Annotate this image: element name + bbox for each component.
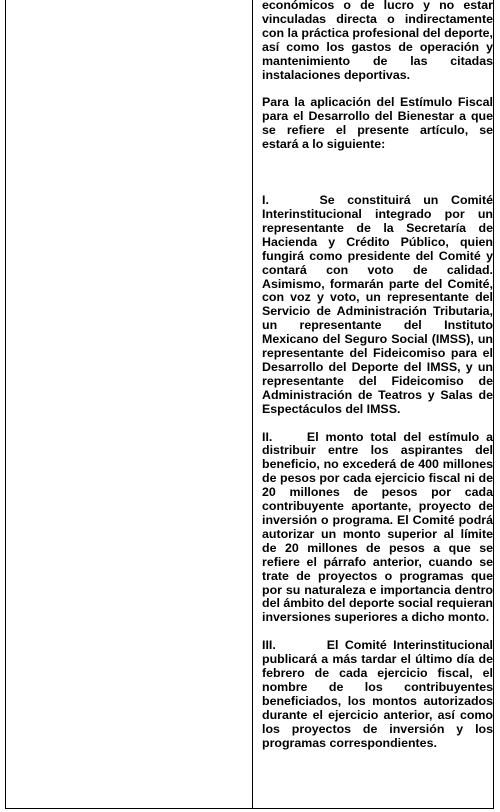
paragraph-continuation: económicos o de lucro y no estar vinculadas directa o indirectamente con la práctica profesional del deporte, así como los gastos de operación y mantenimiento de las citadas instalaciones deportivas. [262, 0, 493, 82]
paragraph-section-i: I. Se constituirá un Comité Interinstitucional integrado por un representante de la Secretaría de Hacienda y Crédito Público, quien fungirá como presidente del Comité y contará con voto de calidad. Asimismo, formarán parte del Comité, con voz y voto, un representante del Servicio de Administración Tributaria, un representante del Instituto Mexicano del Seguro Social (IMSS), un representante del Fideicomiso para el Desarrollo del Deporte del IMSS, y un representante del Fideicomiso de Administración de Teatros y Salas de Espectáculos del IMSS. [262, 193, 493, 416]
two-column-table [5, 0, 494, 809]
column-divider [252, 0, 253, 808]
paragraph-section-iii: III. El Comité Interinstitucional publicará a más tardar el último día de febrero de cada ejercicio fiscal, el nombre de los contribuyentes beneficiados, los montos autorizados durante el ejercicio anterior, así como los proyectos de inversión y los programas correspondientes. [262, 638, 493, 750]
right-column-cell [262, 0, 493, 751]
paragraph-section-ii: II. El monto total del estímulo a distribuir entre los aspirantes del beneficio, no excederá de 400 millones de pesos por cada ejercicio fiscal ni de 20 millones de pesos por cada contribuyente aportante, proyecto de inversión o programa. El Comité podrá autorizar un monto superior al límite de 20 millones de pesos a que se refiere el párrafo anterior, cuando se trate de proyectos o programas que por su naturaleza e importancia dentro del ámbito del deporte social requieran inversiones superiores a dicho monto. [262, 429, 493, 625]
paragraph-intro: Para la aplicación del Estímulo Fiscal para el Desarrollo del Bienestar a que se refiere el presente artículo, se estará a lo siguiente: [262, 95, 493, 152]
left-column-cell [6, 0, 252, 808]
